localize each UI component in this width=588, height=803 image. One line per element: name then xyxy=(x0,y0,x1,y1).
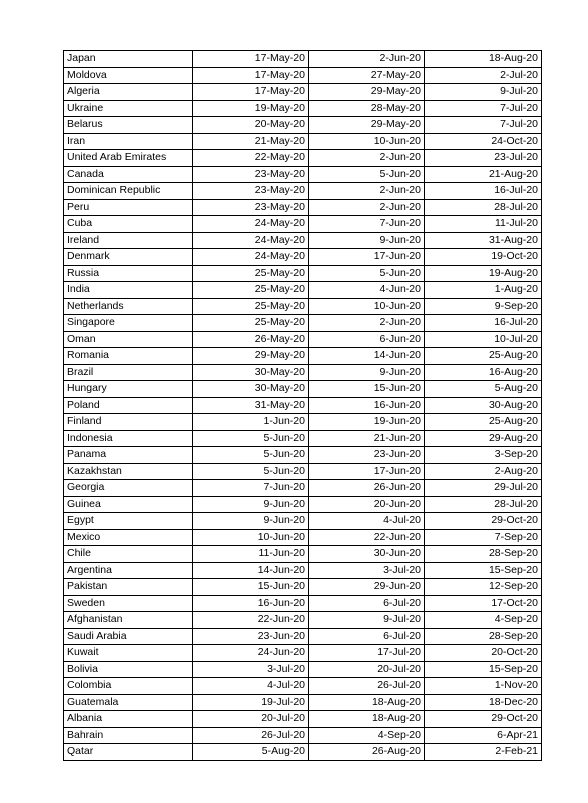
country-cell: Chile xyxy=(64,546,193,563)
country-cell: Denmark xyxy=(64,249,193,266)
date-cell-2: 26-Jun-20 xyxy=(309,480,425,497)
table-row xyxy=(64,595,542,612)
country-cell: Poland xyxy=(64,397,193,414)
date-cell-2: 2-Jun-20 xyxy=(309,199,425,216)
date-cell-1: 19-Jul-20 xyxy=(193,694,309,711)
date-cell-3: 23-Jul-20 xyxy=(425,150,542,167)
date-cell-1: 17-May-20 xyxy=(193,67,309,84)
country-cell: Moldova xyxy=(64,67,193,84)
date-cell-3: 7-Jul-20 xyxy=(425,117,542,134)
table-row xyxy=(64,727,542,744)
country-dates-table xyxy=(63,50,542,761)
table-row xyxy=(64,579,542,596)
country-cell: Japan xyxy=(64,51,193,68)
date-cell-1: 4-Jul-20 xyxy=(193,678,309,695)
date-cell-2: 2-Jun-20 xyxy=(309,150,425,167)
table-row xyxy=(64,529,542,546)
date-cell-1: 31-May-20 xyxy=(193,397,309,414)
country-cell: Georgia xyxy=(64,480,193,497)
date-cell-1: 22-Jun-20 xyxy=(193,612,309,629)
table-row xyxy=(64,430,542,447)
date-cell-1: 25-May-20 xyxy=(193,315,309,332)
date-cell-2: 21-Jun-20 xyxy=(309,430,425,447)
date-cell-3: 16-Jul-20 xyxy=(425,183,542,200)
country-cell: Peru xyxy=(64,199,193,216)
table-row xyxy=(64,463,542,480)
country-cell: Hungary xyxy=(64,381,193,398)
country-cell: Canada xyxy=(64,166,193,183)
country-cell: Iran xyxy=(64,133,193,150)
country-cell: Egypt xyxy=(64,513,193,530)
date-cell-3: 28-Sep-20 xyxy=(425,546,542,563)
date-cell-1: 23-May-20 xyxy=(193,166,309,183)
table-row xyxy=(64,199,542,216)
country-cell: Ukraine xyxy=(64,100,193,117)
date-cell-3: 18-Aug-20 xyxy=(425,51,542,68)
date-cell-3: 4-Sep-20 xyxy=(425,612,542,629)
table-row xyxy=(64,84,542,101)
date-cell-2: 2-Jun-20 xyxy=(309,183,425,200)
date-cell-1: 3-Jul-20 xyxy=(193,661,309,678)
date-cell-2: 5-Jun-20 xyxy=(309,265,425,282)
table-row xyxy=(64,282,542,299)
table-row xyxy=(64,678,542,695)
date-cell-2: 17-Jun-20 xyxy=(309,463,425,480)
country-cell: United Arab Emirates xyxy=(64,150,193,167)
table-row xyxy=(64,249,542,266)
country-cell: Kuwait xyxy=(64,645,193,662)
date-cell-3: 25-Aug-20 xyxy=(425,348,542,365)
date-cell-3: 16-Jul-20 xyxy=(425,315,542,332)
table-row xyxy=(64,480,542,497)
date-cell-2: 6-Jul-20 xyxy=(309,595,425,612)
table-row xyxy=(64,183,542,200)
date-cell-2: 16-Jun-20 xyxy=(309,397,425,414)
table-row xyxy=(64,513,542,530)
date-cell-3: 9-Jul-20 xyxy=(425,84,542,101)
table-row xyxy=(64,612,542,629)
date-cell-1: 15-Jun-20 xyxy=(193,579,309,596)
table-row xyxy=(64,562,542,579)
date-cell-3: 18-Dec-20 xyxy=(425,694,542,711)
date-cell-2: 17-Jun-20 xyxy=(309,249,425,266)
date-cell-3: 25-Aug-20 xyxy=(425,414,542,431)
date-cell-2: 2-Jun-20 xyxy=(309,315,425,332)
date-cell-2: 3-Jul-20 xyxy=(309,562,425,579)
date-cell-3: 28-Jul-20 xyxy=(425,496,542,513)
date-cell-1: 5-Aug-20 xyxy=(193,744,309,761)
date-cell-1: 17-May-20 xyxy=(193,51,309,68)
date-cell-3: 29-Aug-20 xyxy=(425,430,542,447)
date-cell-3: 7-Jul-20 xyxy=(425,100,542,117)
country-cell: Cuba xyxy=(64,216,193,233)
date-cell-3: 2-Feb-21 xyxy=(425,744,542,761)
date-cell-3: 15-Sep-20 xyxy=(425,562,542,579)
date-cell-3: 15-Sep-20 xyxy=(425,661,542,678)
date-cell-1: 30-May-20 xyxy=(193,381,309,398)
date-cell-1: 23-Jun-20 xyxy=(193,628,309,645)
date-cell-2: 20-Jun-20 xyxy=(309,496,425,513)
date-cell-2: 5-Jun-20 xyxy=(309,166,425,183)
table-row xyxy=(64,645,542,662)
date-cell-2: 14-Jun-20 xyxy=(309,348,425,365)
table-row xyxy=(64,546,542,563)
date-cell-3: 21-Aug-20 xyxy=(425,166,542,183)
table-row xyxy=(64,100,542,117)
date-cell-3: 6-Apr-21 xyxy=(425,727,542,744)
table-row xyxy=(64,117,542,134)
date-cell-3: 19-Oct-20 xyxy=(425,249,542,266)
date-cell-2: 17-Jul-20 xyxy=(309,645,425,662)
date-cell-1: 24-May-20 xyxy=(193,249,309,266)
date-cell-2: 23-Jun-20 xyxy=(309,447,425,464)
country-cell: Indonesia xyxy=(64,430,193,447)
date-cell-3: 17-Oct-20 xyxy=(425,595,542,612)
date-cell-2: 4-Sep-20 xyxy=(309,727,425,744)
country-cell: Guinea xyxy=(64,496,193,513)
country-cell: Belarus xyxy=(64,117,193,134)
date-cell-2: 18-Aug-20 xyxy=(309,711,425,728)
date-cell-1: 20-Jul-20 xyxy=(193,711,309,728)
date-cell-2: 9-Jun-20 xyxy=(309,232,425,249)
date-cell-2: 10-Jun-20 xyxy=(309,133,425,150)
table-row xyxy=(64,51,542,68)
date-cell-3: 24-Oct-20 xyxy=(425,133,542,150)
table-row xyxy=(64,150,542,167)
table-row xyxy=(64,315,542,332)
date-cell-1: 19-May-20 xyxy=(193,100,309,117)
date-cell-3: 29-Oct-20 xyxy=(425,711,542,728)
date-cell-2: 6-Jul-20 xyxy=(309,628,425,645)
date-cell-3: 30-Aug-20 xyxy=(425,397,542,414)
date-cell-1: 10-Jun-20 xyxy=(193,529,309,546)
table-row xyxy=(64,166,542,183)
date-cell-3: 29-Oct-20 xyxy=(425,513,542,530)
date-cell-1: 5-Jun-20 xyxy=(193,447,309,464)
country-cell: Finland xyxy=(64,414,193,431)
date-cell-2: 29-Jun-20 xyxy=(309,579,425,596)
country-cell: India xyxy=(64,282,193,299)
date-cell-3: 12-Sep-20 xyxy=(425,579,542,596)
date-cell-1: 9-Jun-20 xyxy=(193,513,309,530)
date-cell-3: 3-Sep-20 xyxy=(425,447,542,464)
date-cell-1: 30-May-20 xyxy=(193,364,309,381)
table-row xyxy=(64,397,542,414)
country-cell: Oman xyxy=(64,331,193,348)
country-cell: Singapore xyxy=(64,315,193,332)
date-cell-1: 7-Jun-20 xyxy=(193,480,309,497)
date-cell-2: 4-Jun-20 xyxy=(309,282,425,299)
date-cell-3: 2-Aug-20 xyxy=(425,463,542,480)
country-cell: Sweden xyxy=(64,595,193,612)
date-cell-3: 28-Sep-20 xyxy=(425,628,542,645)
date-cell-2: 2-Jun-20 xyxy=(309,51,425,68)
date-cell-1: 25-May-20 xyxy=(193,265,309,282)
date-cell-1: 25-May-20 xyxy=(193,282,309,299)
date-cell-3: 5-Aug-20 xyxy=(425,381,542,398)
date-cell-2: 30-Jun-20 xyxy=(309,546,425,563)
date-cell-3: 19-Aug-20 xyxy=(425,265,542,282)
date-cell-1: 5-Jun-20 xyxy=(193,430,309,447)
date-cell-3: 11-Jul-20 xyxy=(425,216,542,233)
table-row xyxy=(64,744,542,761)
country-cell: Saudi Arabia xyxy=(64,628,193,645)
date-cell-3: 7-Sep-20 xyxy=(425,529,542,546)
date-cell-2: 27-May-20 xyxy=(309,67,425,84)
date-cell-1: 21-May-20 xyxy=(193,133,309,150)
table-row xyxy=(64,364,542,381)
date-cell-1: 22-May-20 xyxy=(193,150,309,167)
date-cell-2: 26-Aug-20 xyxy=(309,744,425,761)
table-row xyxy=(64,381,542,398)
date-cell-1: 23-May-20 xyxy=(193,183,309,200)
date-cell-2: 7-Jun-20 xyxy=(309,216,425,233)
country-cell: Bahrain xyxy=(64,727,193,744)
date-cell-1: 11-Jun-20 xyxy=(193,546,309,563)
table-row xyxy=(64,661,542,678)
date-cell-3: 2-Jul-20 xyxy=(425,67,542,84)
date-cell-1: 16-Jun-20 xyxy=(193,595,309,612)
country-cell: Panama xyxy=(64,447,193,464)
date-cell-2: 29-May-20 xyxy=(309,84,425,101)
date-cell-1: 5-Jun-20 xyxy=(193,463,309,480)
date-cell-2: 18-Aug-20 xyxy=(309,694,425,711)
country-cell: Guatemala xyxy=(64,694,193,711)
table-row xyxy=(64,496,542,513)
date-cell-3: 9-Sep-20 xyxy=(425,298,542,315)
table-row xyxy=(64,348,542,365)
date-cell-3: 29-Jul-20 xyxy=(425,480,542,497)
date-cell-1: 1-Jun-20 xyxy=(193,414,309,431)
country-cell: Afghanistan xyxy=(64,612,193,629)
country-cell: Ireland xyxy=(64,232,193,249)
date-cell-2: 19-Jun-20 xyxy=(309,414,425,431)
country-cell: Dominican Republic xyxy=(64,183,193,200)
country-cell: Qatar xyxy=(64,744,193,761)
date-cell-1: 24-Jun-20 xyxy=(193,645,309,662)
country-cell: Algeria xyxy=(64,84,193,101)
table-row xyxy=(64,711,542,728)
table-row xyxy=(64,216,542,233)
date-cell-1: 23-May-20 xyxy=(193,199,309,216)
country-cell: Netherlands xyxy=(64,298,193,315)
date-cell-3: 16-Aug-20 xyxy=(425,364,542,381)
table-row xyxy=(64,414,542,431)
country-cell: Mexico xyxy=(64,529,193,546)
country-cell: Argentina xyxy=(64,562,193,579)
country-cell: Albania xyxy=(64,711,193,728)
date-cell-1: 9-Jun-20 xyxy=(193,496,309,513)
date-cell-2: 9-Jun-20 xyxy=(309,364,425,381)
date-cell-2: 4-Jul-20 xyxy=(309,513,425,530)
date-cell-2: 20-Jul-20 xyxy=(309,661,425,678)
table-row xyxy=(64,694,542,711)
country-cell: Romania xyxy=(64,348,193,365)
country-cell: Pakistan xyxy=(64,579,193,596)
date-cell-3: 28-Jul-20 xyxy=(425,199,542,216)
date-cell-2: 10-Jun-20 xyxy=(309,298,425,315)
date-cell-3: 1-Nov-20 xyxy=(425,678,542,695)
date-cell-3: 31-Aug-20 xyxy=(425,232,542,249)
date-cell-1: 26-May-20 xyxy=(193,331,309,348)
table-body xyxy=(64,51,542,761)
date-cell-3: 10-Jul-20 xyxy=(425,331,542,348)
date-cell-2: 29-May-20 xyxy=(309,117,425,134)
country-cell: Bolivia xyxy=(64,661,193,678)
date-cell-2: 28-May-20 xyxy=(309,100,425,117)
date-cell-3: 20-Oct-20 xyxy=(425,645,542,662)
date-cell-2: 22-Jun-20 xyxy=(309,529,425,546)
table-row xyxy=(64,628,542,645)
date-cell-1: 25-May-20 xyxy=(193,298,309,315)
country-cell: Russia xyxy=(64,265,193,282)
table-row xyxy=(64,447,542,464)
date-cell-1: 24-May-20 xyxy=(193,232,309,249)
table-row xyxy=(64,298,542,315)
date-cell-3: 1-Aug-20 xyxy=(425,282,542,299)
date-cell-1: 20-May-20 xyxy=(193,117,309,134)
date-cell-1: 17-May-20 xyxy=(193,84,309,101)
table-row xyxy=(64,133,542,150)
table-row xyxy=(64,265,542,282)
country-cell: Colombia xyxy=(64,678,193,695)
date-cell-2: 15-Jun-20 xyxy=(309,381,425,398)
date-cell-2: 9-Jul-20 xyxy=(309,612,425,629)
table-row xyxy=(64,67,542,84)
date-cell-1: 26-Jul-20 xyxy=(193,727,309,744)
date-cell-1: 29-May-20 xyxy=(193,348,309,365)
date-cell-1: 14-Jun-20 xyxy=(193,562,309,579)
date-cell-1: 24-May-20 xyxy=(193,216,309,233)
country-cell: Kazakhstan xyxy=(64,463,193,480)
date-cell-2: 6-Jun-20 xyxy=(309,331,425,348)
country-cell: Brazil xyxy=(64,364,193,381)
table-row xyxy=(64,232,542,249)
date-cell-2: 26-Jul-20 xyxy=(309,678,425,695)
table-row xyxy=(64,331,542,348)
